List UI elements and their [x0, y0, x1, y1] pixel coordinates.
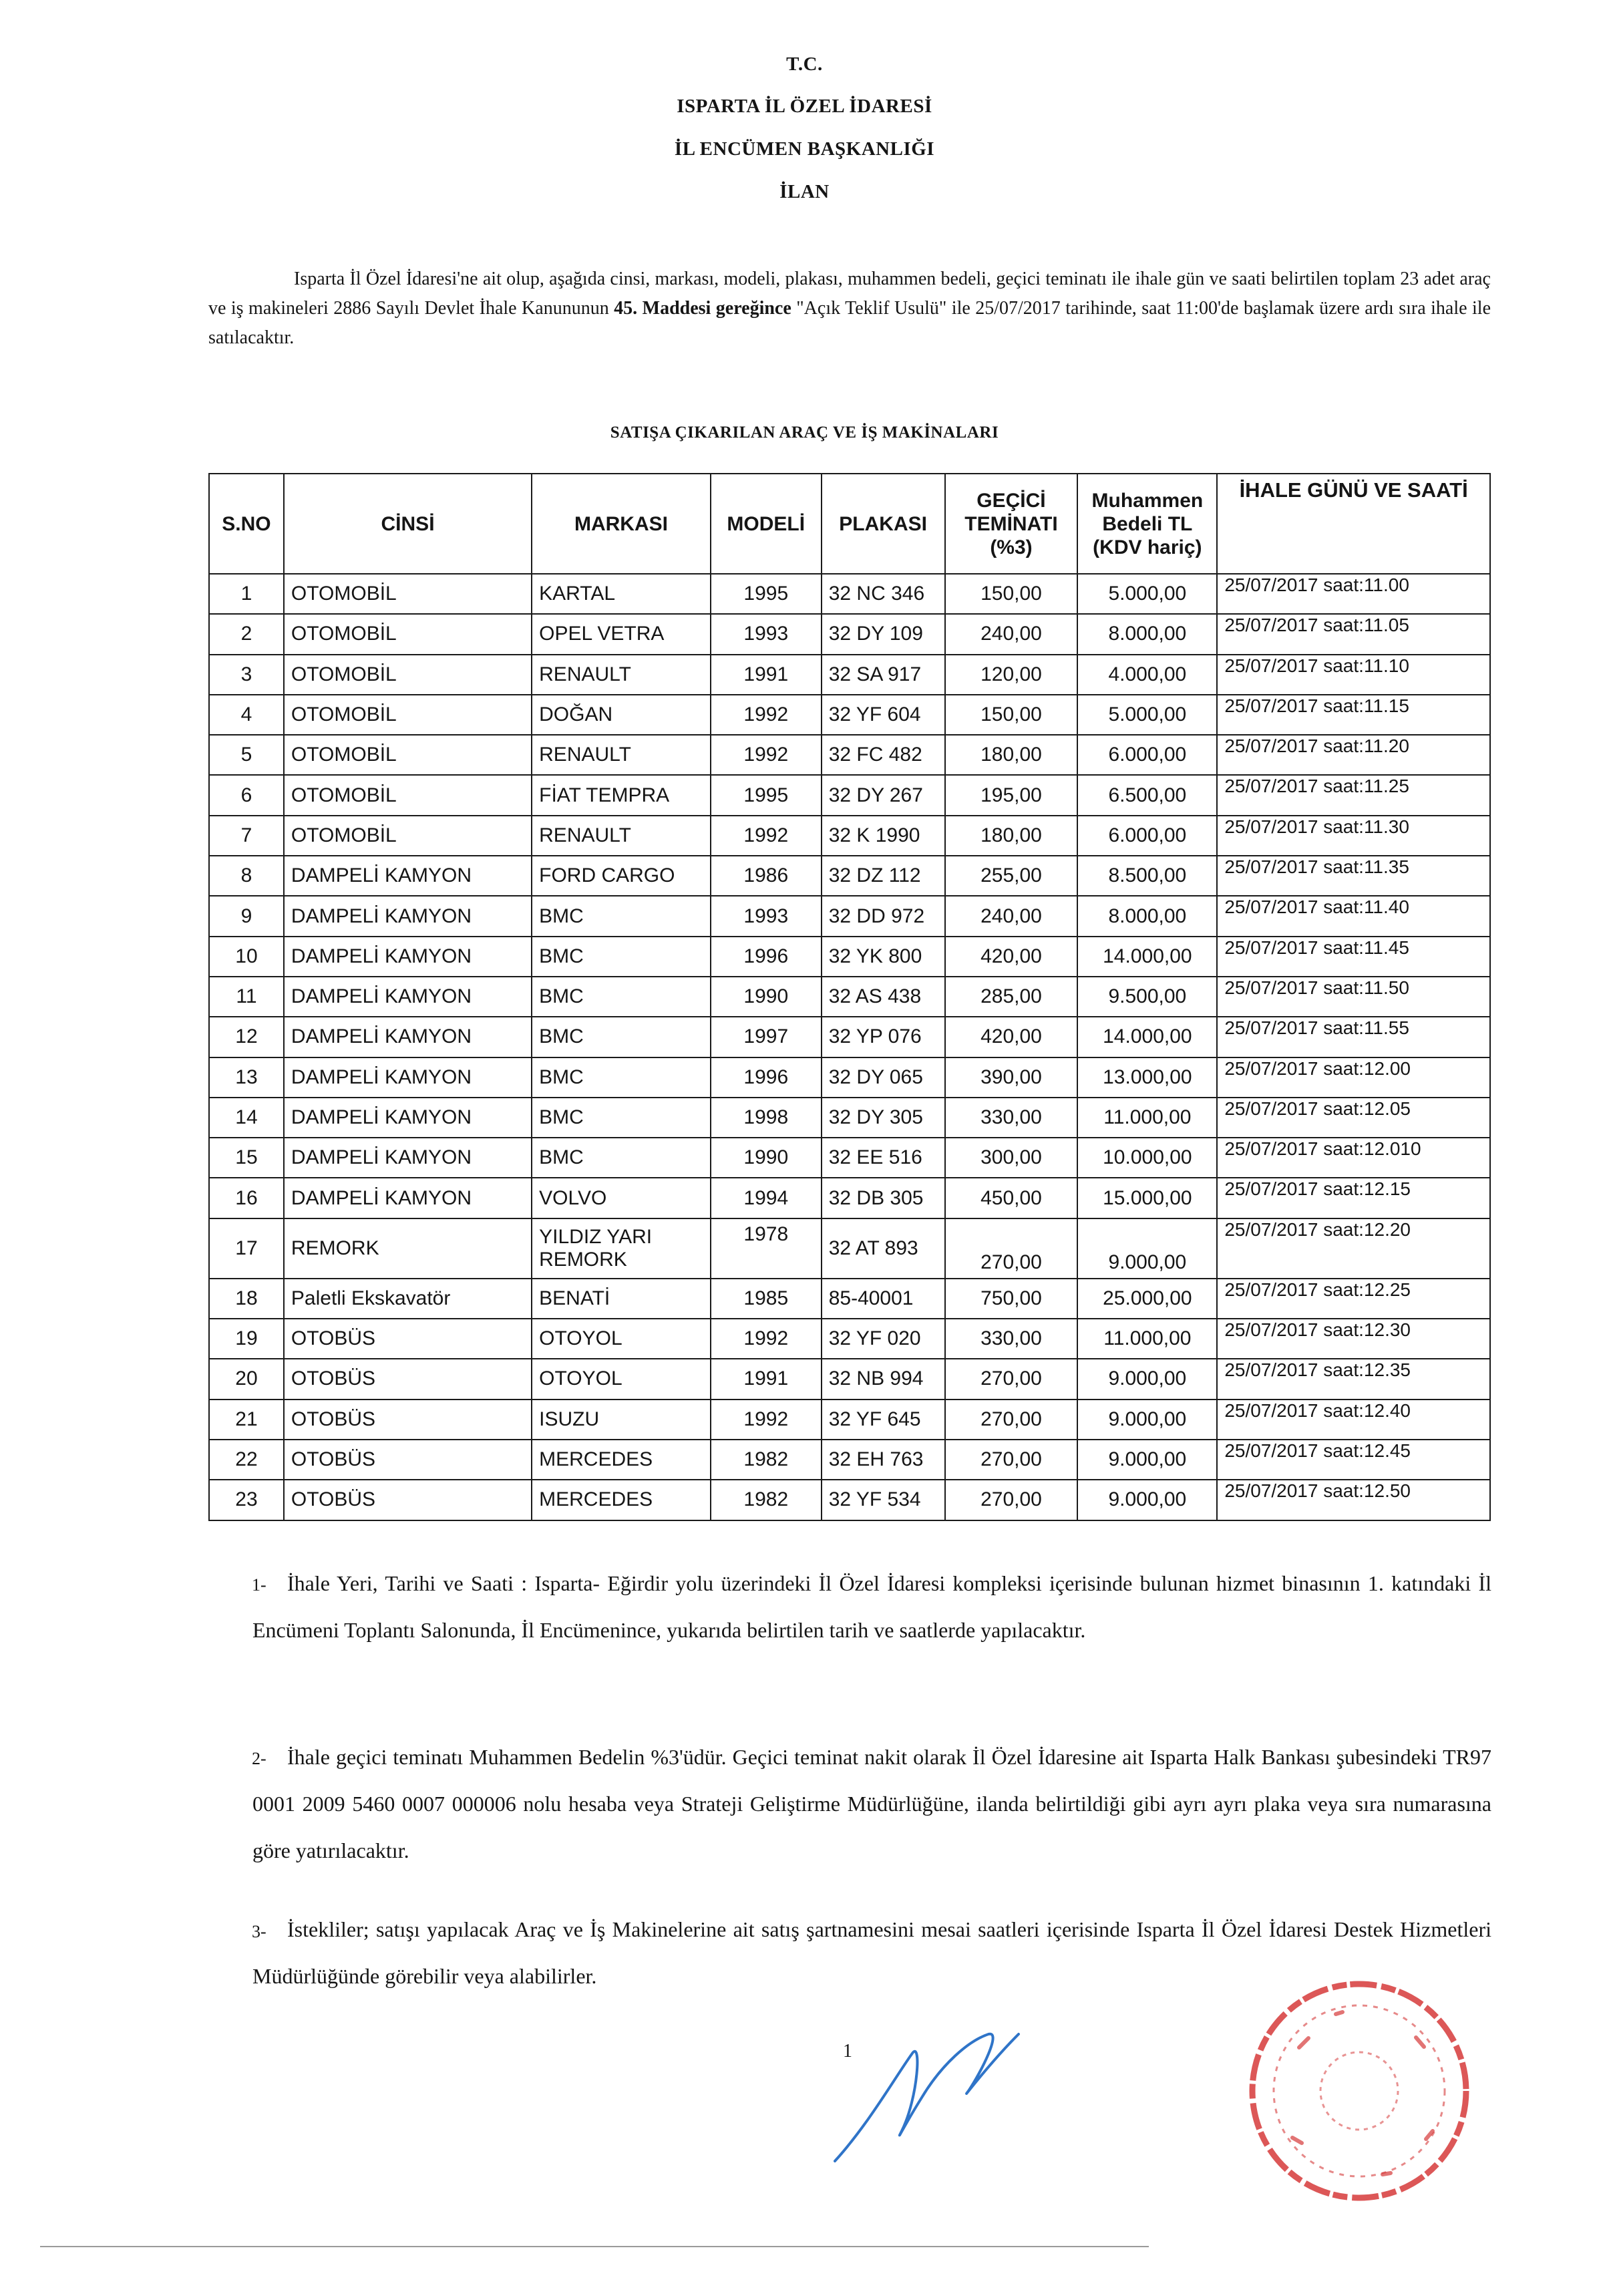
- cell-model: 1986: [711, 856, 822, 896]
- cell-model: 1995: [711, 574, 822, 614]
- cell-date: 25/07/2017 saat:11.15: [1217, 695, 1490, 735]
- cell-no: 14: [209, 1098, 284, 1138]
- cell-plate: 32 YF 604: [822, 695, 945, 735]
- cell-kind: OTOBÜS: [284, 1480, 532, 1520]
- cell-no: 22: [209, 1440, 284, 1480]
- cell-plate: 32 EH 763: [822, 1440, 945, 1480]
- cell-plate: 32 DY 267: [822, 775, 945, 815]
- cell-deposit: 300,00: [945, 1138, 1078, 1178]
- cell-no: 10: [209, 937, 284, 977]
- cell-model: 1992: [711, 1400, 822, 1440]
- cell-price: 9.000,00: [1077, 1400, 1217, 1440]
- cell-no: 3: [209, 655, 284, 695]
- intro-text-bold: 45. Maddesi gereğince: [614, 298, 791, 319]
- table-row: [209, 1057, 1490, 1098]
- cell-price: 11.000,00: [1077, 1098, 1217, 1138]
- cell-price: 8.500,00: [1077, 856, 1217, 896]
- cell-deposit: 420,00: [945, 1017, 1078, 1057]
- cell-date: 25/07/2017 saat:12.010: [1217, 1138, 1490, 1178]
- header-kind: CİNSİ: [284, 474, 532, 574]
- cell-date: 25/07/2017 saat:12.20: [1217, 1218, 1490, 1279]
- cell-price: 6.000,00: [1077, 735, 1217, 775]
- cell-date: 25/07/2017 saat:12.30: [1217, 1319, 1490, 1359]
- intro-text-1: Isparta İl Özel İdaresi'ne ait olup, aşağıda cinsi, markası, modeli, plakası, muhammen bedeli, geçici teminatı ile ihale gün ve saati belirtilen toplam 23 adet araç ve iş makineleri 2886 Sayılı Devlet İhale Kanununun: [208, 269, 1491, 319]
- cell-no: 16: [209, 1178, 284, 1218]
- cell-deposit: 450,00: [945, 1178, 1078, 1218]
- cell-kind: Paletli Ekskavatör: [284, 1279, 532, 1319]
- cell-brand: BMC: [532, 977, 711, 1017]
- table-header-row: [209, 474, 1490, 574]
- cell-kind: OTOMOBİL: [284, 574, 532, 614]
- cell-plate: 32 DZ 112: [822, 856, 945, 896]
- cell-plate: 32 DY 305: [822, 1098, 945, 1138]
- cell-model: 1994: [711, 1178, 822, 1218]
- cell-model: 1993: [711, 614, 822, 654]
- cell-no: 5: [209, 735, 284, 775]
- cell-deposit: 120,00: [945, 655, 1078, 695]
- cell-price: 5.000,00: [1077, 574, 1217, 614]
- cell-brand: BMC: [532, 896, 711, 936]
- cell-deposit: 285,00: [945, 977, 1078, 1017]
- cell-price: 15.000,00: [1077, 1178, 1217, 1218]
- cell-brand: RENAULT: [532, 816, 711, 856]
- cell-brand: RENAULT: [532, 655, 711, 695]
- cell-model: 1991: [711, 655, 822, 695]
- cell-kind: DAMPELİ KAMYON: [284, 1017, 532, 1057]
- item-text-1: İhale Yeri, Tarihi ve Saati : Isparta- Eğirdir yolu üzerindeki İl Özel İdaresi kompleksi içerisinde bulunan hizmet binasının 1. katındaki İl Encümeni Toplantı Salonunda, İl Encümenince, yukarıda belirtilen tarih ve saatlerde yapılacaktır.: [252, 1571, 1491, 1642]
- cell-no: 6: [209, 775, 284, 815]
- official-stamp: [1236, 1974, 1483, 2208]
- item-number-1: 1-: [252, 1575, 266, 1595]
- cell-price: 5.000,00: [1077, 695, 1217, 735]
- cell-price: 9.000,00: [1077, 1440, 1217, 1480]
- header-price: Muhammen Bedeli TL (KDV hariç): [1077, 474, 1217, 574]
- cell-no: 1: [209, 574, 284, 614]
- cell-date: 25/07/2017 saat:12.50: [1217, 1480, 1490, 1520]
- cell-price: 6.500,00: [1077, 775, 1217, 815]
- cell-model: 1991: [711, 1359, 822, 1399]
- cell-plate: 32 FC 482: [822, 735, 945, 775]
- cell-kind: OTOBÜS: [284, 1440, 532, 1480]
- item-text-3: İstekliler; satışı yapılacak Araç ve İş Makinelerine ait satış şartnamesini mesai saatleri içerisinde Isparta İl Özel İdaresi Destek Hizmetleri Müdürlüğünde görebilir veya alabilirler.: [252, 1917, 1491, 1988]
- cell-no: 12: [209, 1017, 284, 1057]
- cell-no: 19: [209, 1319, 284, 1359]
- header-notice-title: İLAN: [779, 181, 830, 202]
- cell-brand: OTOYOL: [532, 1319, 711, 1359]
- cell-deposit: 255,00: [945, 856, 1078, 896]
- cell-model: 1993: [711, 896, 822, 936]
- cell-price: 25.000,00: [1077, 1279, 1217, 1319]
- cell-date: 25/07/2017 saat:11.05: [1217, 614, 1490, 654]
- table-body: [209, 574, 1490, 1520]
- table-row: [209, 1098, 1490, 1138]
- cell-price: 8.000,00: [1077, 614, 1217, 654]
- cell-deposit: 390,00: [945, 1057, 1078, 1098]
- cell-price: 11.000,00: [1077, 1319, 1217, 1359]
- header-department: İL ENCÜMEN BAŞKANLIĞI: [674, 138, 935, 160]
- cell-model: 1996: [711, 1057, 822, 1098]
- cell-brand: DOĞAN: [532, 695, 711, 735]
- table-row: [209, 574, 1490, 614]
- cell-no: 23: [209, 1480, 284, 1520]
- cell-model: 1985: [711, 1279, 822, 1319]
- table-row: [209, 977, 1490, 1017]
- table-row: [209, 816, 1490, 856]
- cell-model: 1992: [711, 735, 822, 775]
- cell-date: 25/07/2017 saat:11.20: [1217, 735, 1490, 775]
- cell-price: 9.000,00: [1077, 1218, 1217, 1279]
- cell-brand: FORD CARGO: [532, 856, 711, 896]
- cell-date: 25/07/2017 saat:11.35: [1217, 856, 1490, 896]
- cell-kind: DAMPELİ KAMYON: [284, 856, 532, 896]
- table-title: SATIŞA ÇIKARILAN ARAÇ VE İŞ MAKİNALARI: [610, 424, 999, 442]
- cell-price: 8.000,00: [1077, 896, 1217, 936]
- cell-no: 18: [209, 1279, 284, 1319]
- cell-deposit: 180,00: [945, 816, 1078, 856]
- cell-model: 1990: [711, 977, 822, 1017]
- cell-no: 9: [209, 896, 284, 936]
- cell-kind: DAMPELİ KAMYON: [284, 1178, 532, 1218]
- cell-plate: 32 AS 438: [822, 977, 945, 1017]
- cell-no: 7: [209, 816, 284, 856]
- cell-deposit: 195,00: [945, 775, 1078, 815]
- bottom-rule: [40, 2246, 1149, 2247]
- cell-brand: MERCEDES: [532, 1480, 711, 1520]
- cell-date: 25/07/2017 saat:12.45: [1217, 1440, 1490, 1480]
- cell-kind: DAMPELİ KAMYON: [284, 937, 532, 977]
- cell-date: 25/07/2017 saat:12.15: [1217, 1178, 1490, 1218]
- cell-kind: OTOBÜS: [284, 1359, 532, 1399]
- cell-model: 1982: [711, 1480, 822, 1520]
- cell-kind: OTOMOBİL: [284, 655, 532, 695]
- table-row: [209, 937, 1490, 977]
- table-row: [209, 896, 1490, 936]
- cell-plate: 32 YF 645: [822, 1400, 945, 1440]
- cell-date: 25/07/2017 saat:11.00: [1217, 574, 1490, 614]
- cell-plate: 85-40001: [822, 1279, 945, 1319]
- cell-date: 25/07/2017 saat:12.00: [1217, 1057, 1490, 1098]
- cell-date: 25/07/2017 saat:12.40: [1217, 1400, 1490, 1440]
- cell-date: 25/07/2017 saat:12.25: [1217, 1279, 1490, 1319]
- table-row: [209, 1440, 1490, 1480]
- table-row: [209, 1218, 1490, 1279]
- cell-brand: BMC: [532, 1098, 711, 1138]
- cell-date: 25/07/2017 saat:11.50: [1217, 977, 1490, 1017]
- cell-price: 10.000,00: [1077, 1138, 1217, 1178]
- cell-model: 1996: [711, 937, 822, 977]
- header-no: S.NO: [209, 474, 284, 574]
- table-row: [209, 1359, 1490, 1399]
- intro-text-2: "Açık Teklif Usulü" ile 25/07/2017 tarihinde, saat 11:00'de başlamak üzere ardı sıra ihale ile satılacaktır.: [208, 298, 1491, 348]
- cell-model: 1998: [711, 1098, 822, 1138]
- cell-no: 20: [209, 1359, 284, 1399]
- cell-kind: OTOMOBİL: [284, 735, 532, 775]
- signature: [788, 2017, 1055, 2171]
- cell-deposit: 750,00: [945, 1279, 1078, 1319]
- cell-deposit: 150,00: [945, 695, 1078, 735]
- cell-deposit: 420,00: [945, 937, 1078, 977]
- cell-date: 25/07/2017 saat:11.10: [1217, 655, 1490, 695]
- cell-brand: FİAT TEMPRA: [532, 775, 711, 815]
- cell-plate: 32 YP 076: [822, 1017, 945, 1057]
- cell-model: 1982: [711, 1440, 822, 1480]
- cell-brand: BENATİ: [532, 1279, 711, 1319]
- cell-kind: OTOBÜS: [284, 1319, 532, 1359]
- cell-plate: 32 NB 994: [822, 1359, 945, 1399]
- cell-plate: 32 NC 346: [822, 574, 945, 614]
- cell-date: 25/07/2017 saat:11.45: [1217, 937, 1490, 977]
- table-row: [209, 695, 1490, 735]
- cell-model: 1978: [711, 1218, 822, 1279]
- cell-deposit: 330,00: [945, 1098, 1078, 1138]
- cell-date: 25/07/2017 saat:11.30: [1217, 816, 1490, 856]
- cell-model: 1990: [711, 1138, 822, 1178]
- cell-plate: 32 DD 972: [822, 896, 945, 936]
- cell-deposit: 270,00: [945, 1218, 1078, 1279]
- header-model: MODELİ: [711, 474, 822, 574]
- cell-kind: REMORK: [284, 1218, 532, 1279]
- item-number-3: 3-: [252, 1922, 266, 1941]
- table-row: [209, 1138, 1490, 1178]
- cell-price: 14.000,00: [1077, 937, 1217, 977]
- cell-brand: BMC: [532, 937, 711, 977]
- cell-plate: 32 DY 109: [822, 614, 945, 654]
- cell-model: 1992: [711, 1319, 822, 1359]
- table-row: [209, 655, 1490, 695]
- cell-kind: OTOBÜS: [284, 1400, 532, 1440]
- cell-brand: OPEL VETRA: [532, 614, 711, 654]
- table-row: [209, 1017, 1490, 1057]
- cell-plate: 32 YK 800: [822, 937, 945, 977]
- cell-price: 9.000,00: [1077, 1480, 1217, 1520]
- cell-date: 25/07/2017 saat:12.35: [1217, 1359, 1490, 1399]
- header-institution: ISPARTA İL ÖZEL İDARESİ: [677, 96, 932, 117]
- header-date: İHALE GÜNÜ VE SAATİ: [1217, 474, 1490, 574]
- item-number-2: 2-: [252, 1749, 266, 1768]
- cell-plate: 32 DY 065: [822, 1057, 945, 1098]
- cell-kind: DAMPELİ KAMYON: [284, 896, 532, 936]
- cell-price: 4.000,00: [1077, 655, 1217, 695]
- cell-plate: 32 AT 893: [822, 1218, 945, 1279]
- table-row: [209, 856, 1490, 896]
- cell-brand: RENAULT: [532, 735, 711, 775]
- cell-brand: OTOYOL: [532, 1359, 711, 1399]
- cell-no: 2: [209, 614, 284, 654]
- cell-brand: BMC: [532, 1057, 711, 1098]
- cell-no: 13: [209, 1057, 284, 1098]
- cell-price: 6.000,00: [1077, 816, 1217, 856]
- table-row: [209, 614, 1490, 654]
- cell-brand: MERCEDES: [532, 1440, 711, 1480]
- cell-model: 1992: [711, 816, 822, 856]
- cell-kind: OTOMOBİL: [284, 816, 532, 856]
- cell-plate: 32 YF 020: [822, 1319, 945, 1359]
- cell-brand: KARTAL: [532, 574, 711, 614]
- cell-price: 9.000,00: [1077, 1359, 1217, 1399]
- cell-brand: ISUZU: [532, 1400, 711, 1440]
- table-row: [209, 1480, 1490, 1520]
- cell-kind: DAMPELİ KAMYON: [284, 1098, 532, 1138]
- cell-plate: 32 DB 305: [822, 1178, 945, 1218]
- cell-date: 25/07/2017 saat:11.40: [1217, 896, 1490, 936]
- cell-price: 13.000,00: [1077, 1057, 1217, 1098]
- table-row: [209, 1400, 1490, 1440]
- cell-deposit: 180,00: [945, 735, 1078, 775]
- cell-deposit: 270,00: [945, 1480, 1078, 1520]
- cell-deposit: 240,00: [945, 614, 1078, 654]
- cell-no: 21: [209, 1400, 284, 1440]
- cell-brand: BMC: [532, 1138, 711, 1178]
- cell-kind: DAMPELİ KAMYON: [284, 977, 532, 1017]
- cell-price: 9.500,00: [1077, 977, 1217, 1017]
- cell-no: 8: [209, 856, 284, 896]
- table-row: [209, 1178, 1490, 1218]
- cell-kind: OTOMOBİL: [284, 775, 532, 815]
- cell-deposit: 330,00: [945, 1319, 1078, 1359]
- cell-deposit: 270,00: [945, 1359, 1078, 1399]
- cell-model: 1997: [711, 1017, 822, 1057]
- cell-price: 14.000,00: [1077, 1017, 1217, 1057]
- cell-plate: 32 K 1990: [822, 816, 945, 856]
- page-number: 1: [843, 2041, 852, 2062]
- table-row: [209, 1319, 1490, 1359]
- cell-date: 25/07/2017 saat:11.55: [1217, 1017, 1490, 1057]
- cell-date: 25/07/2017 saat:11.25: [1217, 775, 1490, 815]
- item-text-2: İhale geçici teminatı Muhammen Bedelin %3'üdür. Geçici teminat nakit olarak İl Özel İdaresine ait Isparta Halk Bankası şubesindeki TR97 0001 2009 5460 0007 000006 nolu hesaba veya Strateji Geliştirme Müdürlüğüne, ilanda belirtildiği gibi ayrı ayrı plaka veya sıra numarasına göre yatırılacaktır.: [252, 1745, 1491, 1862]
- cell-plate: 32 SA 917: [822, 655, 945, 695]
- cell-brand: BMC: [532, 1017, 711, 1057]
- cell-model: 1992: [711, 695, 822, 735]
- header-deposit: GEÇİCİ TEMİNATI (%3): [945, 474, 1078, 574]
- cell-plate: 32 YF 534: [822, 1480, 945, 1520]
- cell-deposit: 240,00: [945, 896, 1078, 936]
- cell-no: 4: [209, 695, 284, 735]
- table-row: [209, 1279, 1490, 1319]
- header-plate: PLAKASI: [822, 474, 945, 574]
- vehicle-table: [208, 473, 1491, 1521]
- cell-no: 15: [209, 1138, 284, 1178]
- cell-no: 17: [209, 1218, 284, 1279]
- cell-plate: 32 EE 516: [822, 1138, 945, 1178]
- cell-kind: DAMPELİ KAMYON: [284, 1138, 532, 1178]
- intro-paragraph: [208, 265, 1491, 353]
- cell-deposit: 270,00: [945, 1400, 1078, 1440]
- cell-brand: VOLVO: [532, 1178, 711, 1218]
- table-row: [209, 735, 1490, 775]
- header-brand: MARKASI: [532, 474, 711, 574]
- cell-date: 25/07/2017 saat:12.05: [1217, 1098, 1490, 1138]
- table-row: [209, 775, 1490, 815]
- header-tc: T.C.: [786, 53, 823, 75]
- cell-kind: DAMPELİ KAMYON: [284, 1057, 532, 1098]
- cell-kind: OTOMOBİL: [284, 614, 532, 654]
- cell-brand: YILDIZ YARI REMORK: [532, 1218, 711, 1279]
- cell-deposit: 150,00: [945, 574, 1078, 614]
- cell-deposit: 270,00: [945, 1440, 1078, 1480]
- cell-no: 11: [209, 977, 284, 1017]
- cell-model: 1995: [711, 775, 822, 815]
- cell-kind: OTOMOBİL: [284, 695, 532, 735]
